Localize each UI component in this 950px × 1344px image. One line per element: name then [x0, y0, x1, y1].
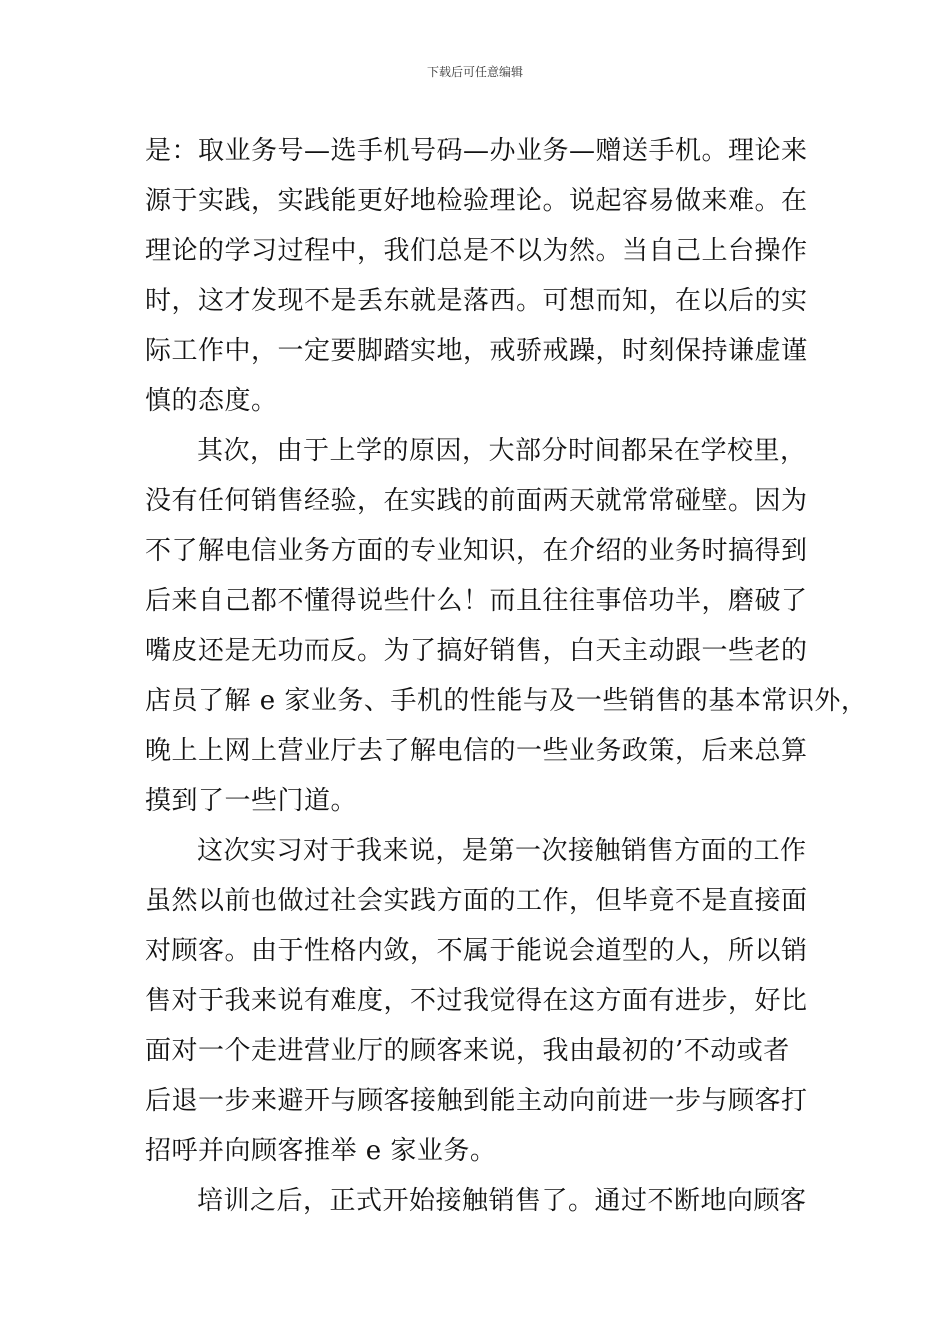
text-line: 慎的态度。 [145, 386, 278, 416]
text-line: 面对一个走进营业厅的顾客来说，我由最初的’不动或者 [145, 1036, 790, 1066]
text-line: 没有任何销售经验，在实践的前面两天就常常碰壁。因为 [145, 486, 808, 516]
text-line: 晚上上网上营业厅去了解电信的一些业务政策，后来总算 [145, 736, 808, 766]
text-line: 店员了解 e 家业务、手机的性能与及一些销售的基本常识外， [145, 686, 868, 716]
text-line: 嘴皮还是无功而反。为了搞好销售，白天主动跟一些老的 [145, 636, 808, 666]
text-line: 际工作中，一定要脚踏实地，戒骄戒躁，时刻保持谦虚谨 [145, 336, 808, 366]
text-line: 时，这才发现不是丢东就是落西。可想而知，在以后的实 [145, 286, 808, 316]
text-line: 其次，由于上学的原因，大部分时间都呆在学校里， [197, 436, 807, 466]
text-line: 虽然以前也做过社会实践方面的工作，但毕竟不是直接面 [145, 886, 808, 916]
paragraph [145, 426, 868, 826]
text-line: 是：取业务号—选手机号码—办业务—赠送手机。理论来 [145, 136, 808, 166]
text-line: 后来自己都不懂得说些什么！而且往往事倍功半，磨破了 [145, 586, 808, 616]
paragraph [145, 126, 825, 426]
text-line: 这次实习对于我来说，是第一次接触销售方面的工作 [197, 836, 807, 866]
text-line: 源于实践，实践能更好地检验理论。说起容易做来难。在 [145, 186, 808, 216]
text-line: 培训之后，正式开始接触销售了。通过不断地向顾客 [197, 1186, 807, 1216]
text-line: 后退一步来避开与顾客接触到能主动向前进一步与顾客打 [145, 1086, 808, 1116]
paragraph [145, 1176, 825, 1226]
document-body [145, 126, 868, 1226]
text-line: 招呼并向顾客推举 e 家业务。 [145, 1136, 497, 1166]
text-line: 售对于我来说有难度，不过我觉得在这方面有进步，好比 [145, 986, 808, 1016]
text-line: 理论的学习过程中，我们总是不以为然。当自己上台操作 [145, 236, 808, 266]
text-line: 对顾客。由于性格内敛，不属于能说会道型的人，所以销 [145, 936, 808, 966]
text-line: 不了解电信业务方面的专业知识，在介绍的业务时搞得到 [145, 536, 808, 566]
text-line: 摸到了一些门道。 [145, 786, 358, 816]
paragraph [145, 826, 825, 1176]
page-header: 下载后可任意编辑 [426, 65, 523, 79]
